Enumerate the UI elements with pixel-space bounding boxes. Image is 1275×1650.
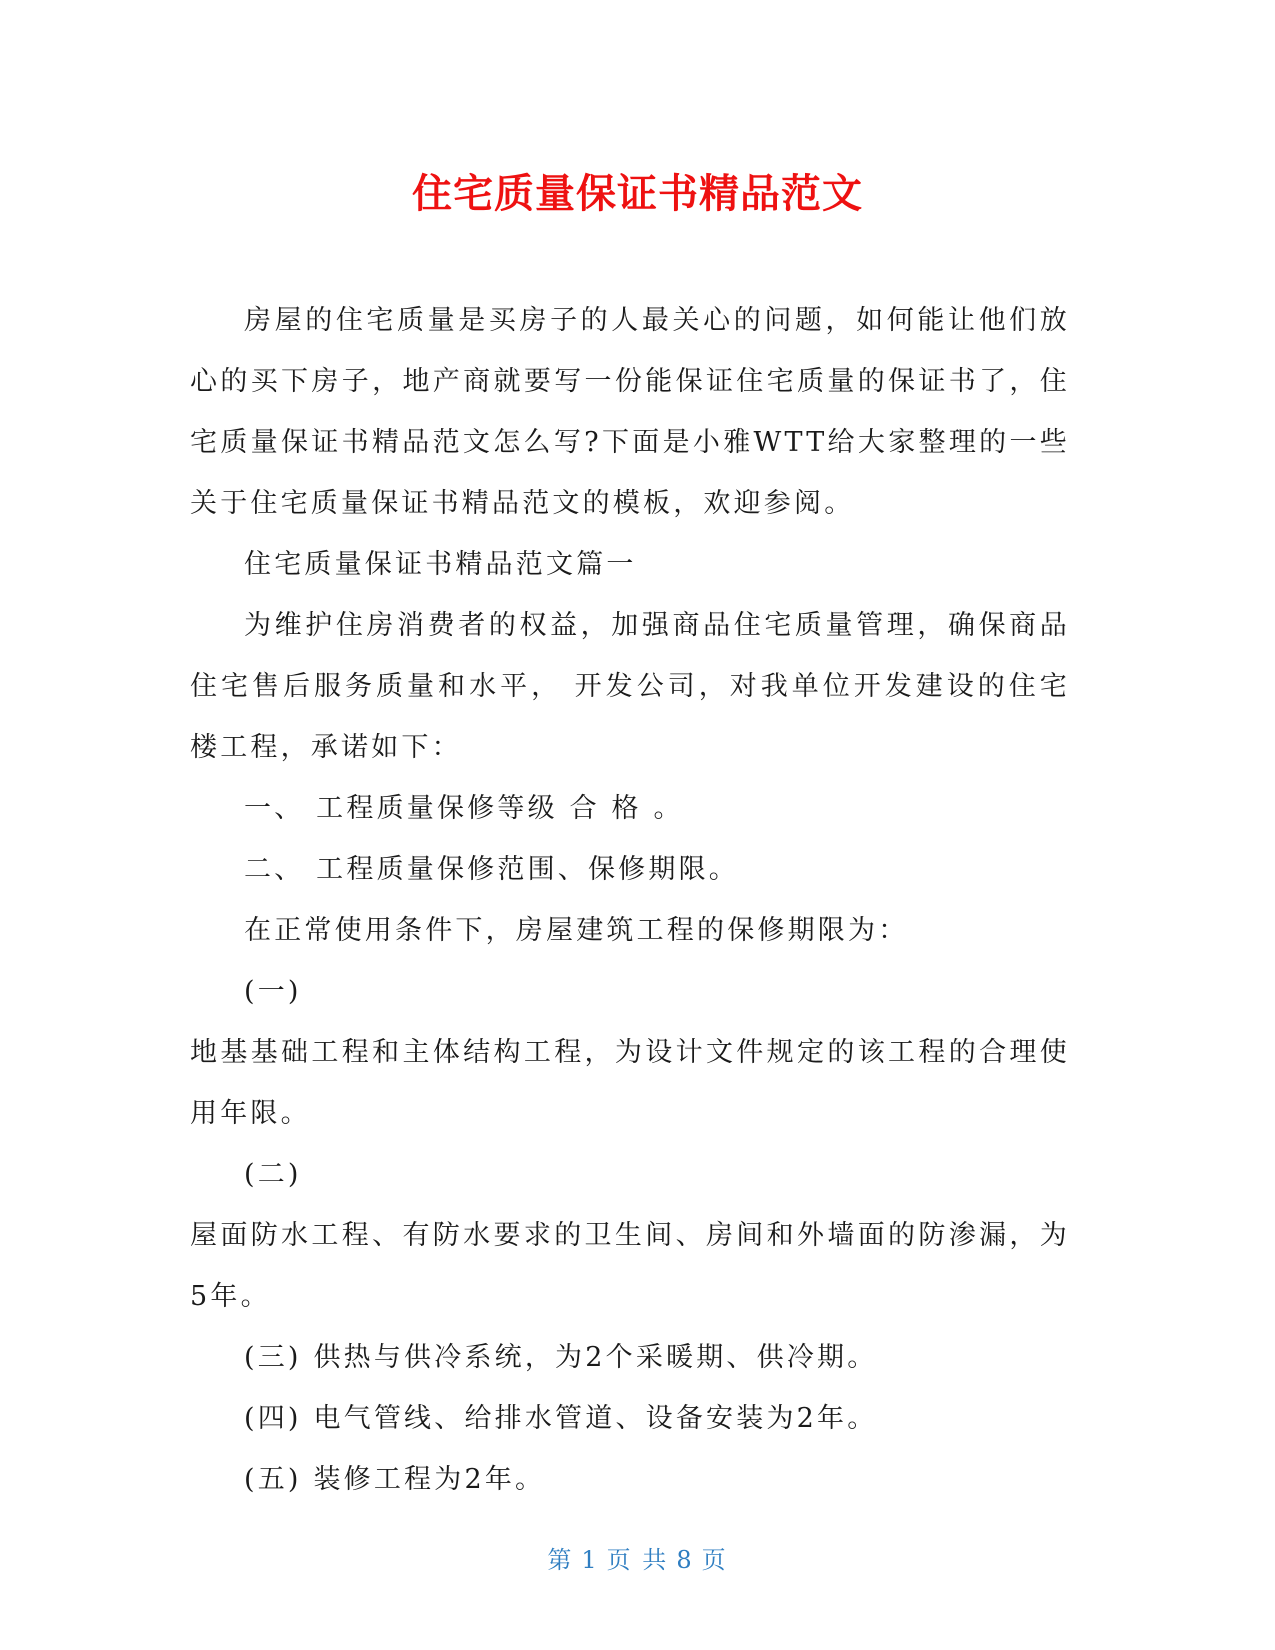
paragraph: 房屋的住宅质量是买房子的人最关心的问题，如何能让他们放心的买下房子，地产商就要写一份能保证住宅质量的保证书了，住宅质量保证书精品范文怎么写?下面是小雅WTT给大家整理的一些关于住宅质量保证书精品范文的模板，欢迎参阅。 [190, 305, 1070, 519]
footer-suffix: 页 [701, 1546, 728, 1574]
paragraph: 为维护住房消费者的权益，加强商品住宅质量管理，确保商品住宅售后服务质量和水平， 开发公司，对我单位开发建设的住宅楼工程，承诺如下： [190, 610, 1070, 763]
footer-prefix: 第 [547, 1546, 574, 1574]
paragraph: (一) [244, 976, 302, 1007]
page-footer [0, 1540, 1275, 1575]
paragraph: (二) [244, 1159, 302, 1190]
document-body [190, 290, 1070, 1510]
paragraph: 二、 工程质量保修范围、保修期限。 [244, 854, 739, 885]
paragraph: 屋面防水工程、有防水要求的卫生间、房间和外墙面的防渗漏，为5年。 [190, 1220, 1070, 1312]
footer-total-pages: 8 [676, 1546, 694, 1574]
paragraph: (五) 装修工程为2年。 [244, 1464, 546, 1495]
paragraph: 地基基础工程和主体结构工程，为设计文件规定的该工程的合理使用年限。 [190, 1037, 1070, 1129]
paragraph: (四) 电气管线、给排水管道、设备安装为2年。 [244, 1403, 878, 1434]
document-title: 住宅质量保证书精品范文 [412, 171, 863, 217]
paragraph: 一、 工程质量保修等级 合 格 。 [244, 793, 684, 824]
paragraph: 住宅质量保证书精品范文篇一 [244, 549, 637, 580]
footer-current-page: 1 [581, 1546, 599, 1574]
paragraph: (三) 供热与供冷系统，为2个采暖期、供冷期。 [244, 1342, 878, 1373]
footer-middle: 页 共 [606, 1546, 669, 1574]
paragraph: 在正常使用条件下，房屋建筑工程的保修期限为： [244, 915, 909, 946]
